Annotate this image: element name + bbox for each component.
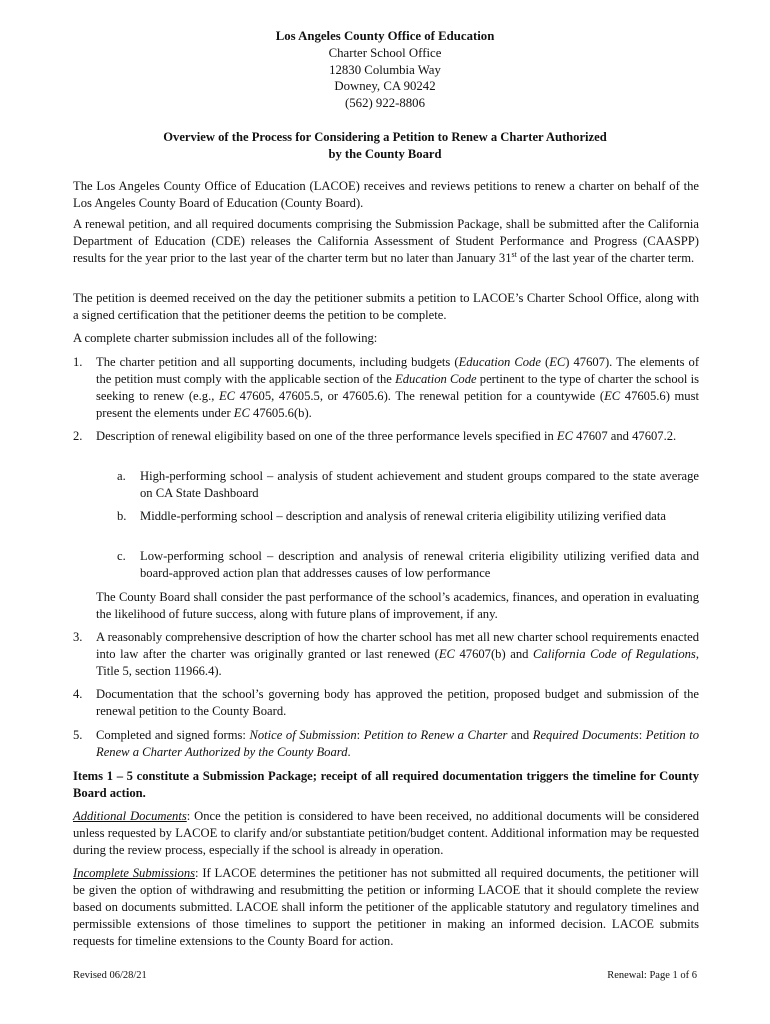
item-5-number: 5. (73, 728, 83, 742)
page-title (110, 129, 660, 162)
item-3-number: 3. (73, 630, 83, 644)
item-2-number: 2. (73, 429, 83, 443)
phone-number: (562) 922-8806 (345, 96, 425, 111)
item-2a-label: a. (117, 469, 126, 483)
org-name: Los Angeles County Office of Education (275, 29, 495, 43)
incomplete-submissions-paragraph: Incomplete Submissions: If LACOE determines the petitioner has not submitted all required documents, the petitioner will be given the option of withdrawing and resubmitting the petition or informing LACOE that it should complete the review based on documents submitted. LACOE shall inform the petitioner of the applicable statutory and regulatory timelines and permissible extensions of those timelines to support the petitioner in making an informed decision. LACOE submits requests for timeline extensions to the County Board for action. (73, 866, 699, 948)
item-3-text: A reasonably comprehensive description of how the charter school has met all new charter school requirements enacted into law after the charter was originally granted or last renewed (EC 47607(b) and California Code of Regulations, Title 5, section 11966.4). (96, 630, 699, 678)
item-2c-text: Low-performing school – description and analysis of renewal criteria eligibility utilizing verified data and board-approved action plan that addresses causes of low performance (140, 549, 699, 580)
item-2-note: The County Board shall consider the past performance of the school’s academics, finances, and operation in evaluating the likelihood of future success, along with future plans of improvement, if any. (96, 590, 699, 621)
revised-date: Revised 06/28/21 (73, 970, 147, 981)
item-4-text: Documentation that the school’s governing body has approved the petition, proposed budget and submission of the renewal petition to the County Board. (96, 687, 699, 718)
page-number: Renewal: Page 1 of 6 (607, 970, 697, 981)
additional-documents-paragraph: Additional Documents: Once the petition is considered to have been received, no additional documents will be considered unless requested by LACOE to clarify and/or substantiate petition/budget content. Additional information may be requested during the review process, especially if the school is already in operation. (73, 809, 699, 857)
incomplete-submissions-label: Incomplete Submissions (73, 866, 196, 880)
office-name: Charter School Office (328, 45, 442, 60)
item-1-number: 1. (73, 355, 83, 369)
intro-paragraph-1: The Los Angeles County Office of Education (LACOE) receives and reviews petitions to renew a charter on behalf of the Los Angeles County Board of Education (County Board). (73, 179, 699, 210)
item-2-text: Description of renewal eligibility based on one of the three performance levels specified in EC 47607 and 47607.2. (96, 429, 677, 443)
item-2c-label: c. (117, 549, 126, 563)
item-2b-text: Middle-performing school – description and analysis of renewal criteria eligibility utilizing verified data (140, 509, 666, 523)
item-2a-text: High-performing school – analysis of student achievement and student groups compared to the state average on CA State Dashboard (140, 469, 699, 500)
street-address: 12830 Columbia Way (329, 62, 441, 77)
item-1-text: The charter petition and all supporting documents, including budgets (Education Code (EC) 47607). The elements of the petition must comply with the applicable section of the Education Code pertinent to the type of charter the school is seeking to renew (e.g., EC 47605, 47605.5, or 47605.6). The renewal petition for a countywide (EC 47605.6) must present the elements under EC 47605.6(b). (96, 355, 700, 420)
title-line-2: by the County Board (328, 146, 442, 161)
submission-package-summary: Items 1 – 5 constitute a Submission Package; receipt of all required documentation triggers the timeline for County Board action. (73, 769, 699, 800)
additional-documents-label: Additional Documents (73, 809, 187, 823)
intro-paragraph-3: The petition is deemed received on the day the petitioner submits a petition to LACOE’s Charter School Office, along with a signed certification that the petitioner deems the petition to be complete. (73, 291, 699, 322)
item-4-number: 4. (73, 687, 83, 701)
intro-paragraph-4: A complete charter submission includes all of the following: (73, 331, 378, 345)
letterhead (0, 28, 770, 112)
item-5-text: Completed and signed forms: Notice of Submission: Petition to Renew a Charter and Required Documents: Petition to Renew a Charter Authorized by the County Board. (96, 728, 699, 759)
intro-paragraph-2: A renewal petition, and all required documents comprising the Submission Package, shall be submitted after the California Department of Education (CDE) releases the California Assessment of Student Performance and Progress (CAASPP) results for the year prior to the last year of the charter term but no later than January 31st of the last year of the charter term. (73, 217, 699, 265)
title-line-1: Overview of the Process for Considering a Petition to Renew a Charter Authorized (163, 130, 607, 144)
city-state-zip: Downey, CA 90242 (334, 79, 436, 94)
item-2b-label: b. (117, 509, 127, 523)
